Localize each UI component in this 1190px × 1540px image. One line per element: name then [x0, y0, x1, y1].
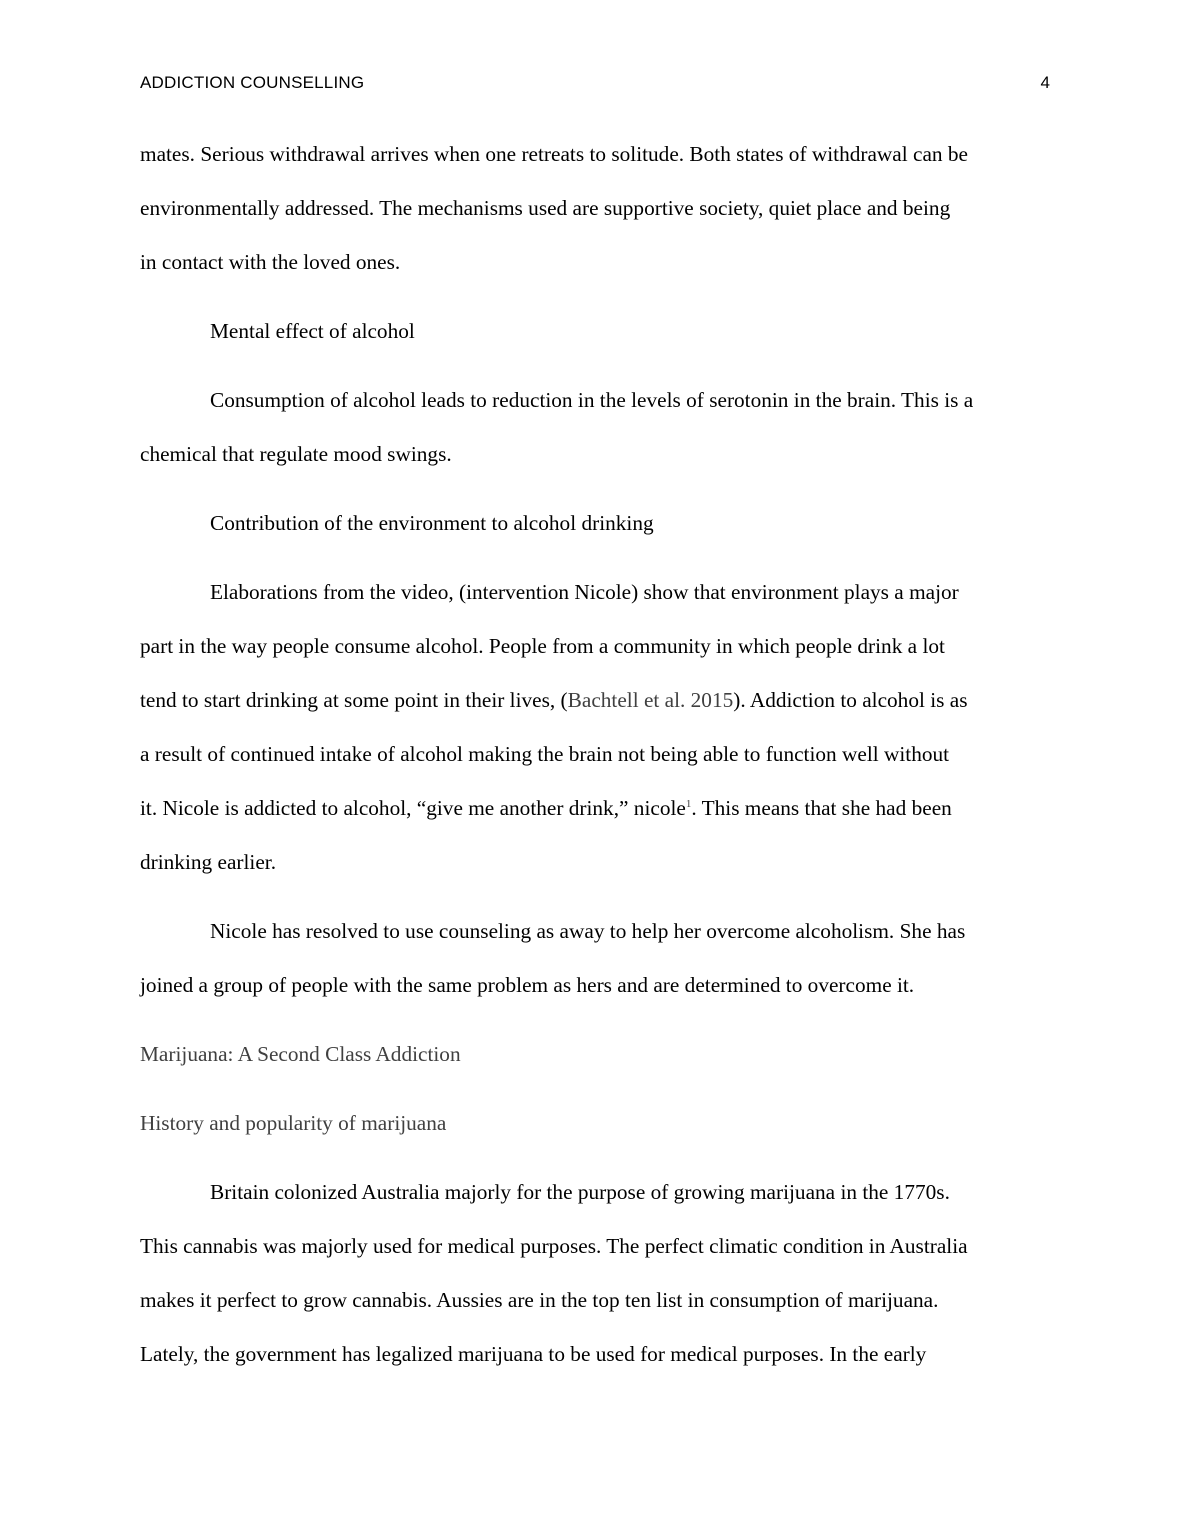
text-line: Elaborations from the video, (intervention Nicole) show that environment plays a major — [210, 580, 959, 604]
heading-text: Contribution of the environment to alcohol drinking — [210, 511, 654, 535]
heading-mental-effect — [140, 304, 1052, 358]
running-header — [140, 73, 1050, 95]
text-line: a result of continued intake of alcohol making the brain not being able to function well without — [140, 742, 950, 766]
heading-text: Marijuana: A Second Class Addiction — [140, 1042, 461, 1066]
footnote-reference: 1 — [685, 798, 692, 810]
text-line: part in the way people consume alcohol. People from a community in which people drink a lot — [140, 634, 945, 658]
text-line: in contact with the loved ones. — [140, 250, 401, 274]
heading-text: Mental effect of alcohol — [210, 319, 415, 343]
citation: Bachtell et al. 2015 — [567, 688, 734, 712]
paragraph-withdrawal — [140, 127, 1052, 289]
text-line: mates. Serious withdrawal arrives when one retreats to solitude. Both states of withdrawal can be — [140, 142, 968, 166]
text-line: environmentally addressed. The mechanisms used are supportive society, quiet place and being — [140, 196, 951, 220]
text-line: joined a group of people with the same problem as hers and are determined to overcome it. — [140, 973, 915, 997]
paragraph-counseling — [140, 904, 1052, 1012]
text-line — [140, 673, 1052, 727]
paragraph-environment — [140, 565, 1052, 889]
paragraph-history — [140, 1165, 1052, 1381]
running-title: ADDICTION COUNSELLING — [140, 73, 365, 92]
text-line: Lately, the government has legalized marijuana to be used for medical purposes. In the early — [140, 1342, 927, 1366]
text-segment: ). Addiction to alcohol is as — [733, 688, 968, 712]
text-segment: tend to start drinking at some point in their lives, ( — [140, 688, 568, 712]
heading-history — [140, 1096, 1052, 1150]
text-line: Consumption of alcohol leads to reduction in the levels of serotonin in the brain. This is a — [210, 388, 974, 412]
text-line: Nicole has resolved to use counseling as away to help her overcome alcoholism. She has — [210, 919, 966, 943]
text-segment: . This means that she had been — [691, 796, 952, 820]
heading-environment — [140, 496, 1052, 550]
document-body — [140, 127, 1052, 1396]
text-line: makes it perfect to grow cannabis. Aussies are in the top ten list in consumption of marijuana. — [140, 1288, 939, 1312]
text-line: This cannabis was majorly used for medical purposes. The perfect climatic condition in Australia — [140, 1234, 968, 1258]
page-number: 4 — [1040, 73, 1050, 92]
paragraph-serotonin — [140, 373, 1052, 481]
text-line: drinking earlier. — [140, 850, 277, 874]
text-line: Britain colonized Australia majorly for the purpose of growing marijuana in the 1770s. — [210, 1180, 950, 1204]
text-line: chemical that regulate mood swings. — [140, 442, 452, 466]
heading-text: History and popularity of marijuana — [140, 1111, 447, 1135]
text-line — [140, 781, 1052, 835]
heading-marijuana — [140, 1027, 1052, 1081]
text-segment: it. Nicole is addicted to alcohol, “give me another drink,” nicole — [140, 796, 686, 820]
